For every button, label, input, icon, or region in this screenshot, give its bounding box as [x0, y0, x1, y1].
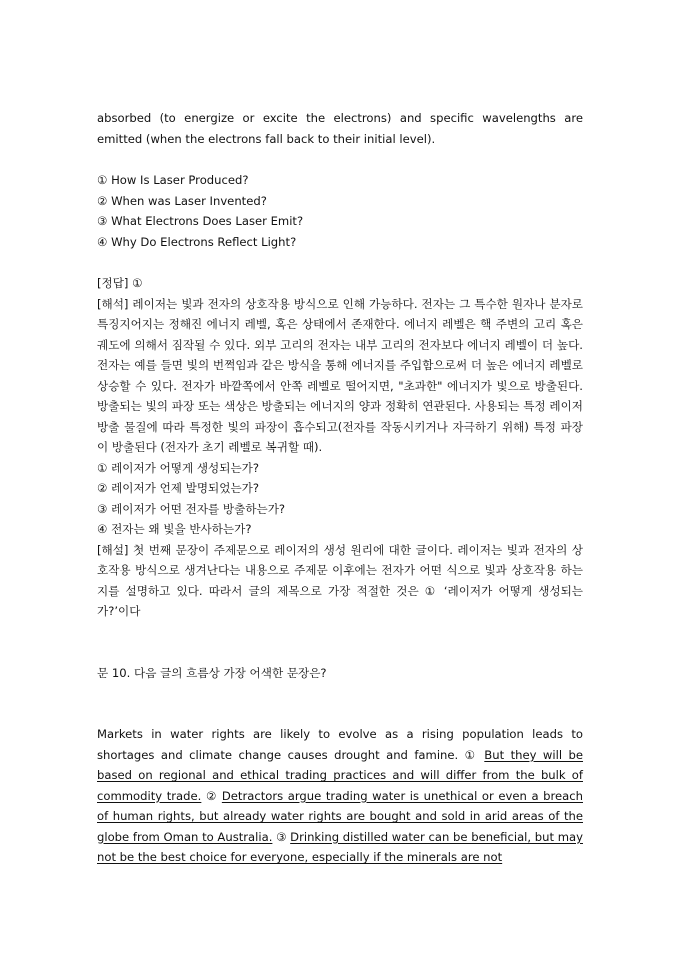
question-10-title: 문 10. 다음 글의 흐름상 가장 어색한 문장은?: [97, 665, 327, 680]
choice-3: ③ What Electrons Does Laser Emit?: [97, 214, 304, 228]
korean-choices: [97, 458, 583, 540]
choice-4: ④ Why Do Electrons Reflect Light?: [97, 234, 297, 249]
question-10-passage: [97, 724, 583, 868]
choice-ko-3: ③ 레이저가 어떤 전자를 방출하는가?: [97, 501, 286, 516]
intro-continuation: absorbed (to energize or excite the electrons) and specific wavelengths are emitted (when the electrons fall back to their initial level).: [97, 111, 583, 146]
choice-2: ② When was Laser Invented?: [97, 193, 267, 208]
choice-ko-2: ② 레이저가 언제 발명되었는가?: [97, 481, 259, 495]
explanation-paragraph: [해설] 첫 번째 문장이 주제문으로 레이저의 생성 원리에 대한 글이다. 레이저는 빛과 전자의 상호작용 방식으로 생겨난다는 내용으로 주제문 이후에는 전자가 어떤 식으로 빛과 상호작용 하는지를 설명하고 있다. 따라서 글의 제목으로 가장 적절한 것은 ① ‘레이저가 어떻게 생성되는가?’이다: [97, 542, 583, 618]
marker-2: ②: [201, 788, 222, 803]
choice-ko-4: ④ 전자는 왜 빛을 반사하는가?: [97, 522, 252, 536]
marker-3: ③: [272, 829, 291, 844]
choice-ko-1: ① 레이저가 어떻게 생성되는가?: [97, 460, 259, 475]
translation-paragraph: [해석] 레이저는 빛과 전자의 상호작용 방식으로 인해 가능하다. 전자는 그 특수한 원자나 분자로 특징지어지는 정해진 에너지 레벨, 혹은 상태에서 존재한다. 에너지 레벨은 핵 주변의 고리 혹은 궤도에 의해서 짐작될 수 있다. 외부 고리의 전자는 내부 고리의 전자보다 에너지 레벨이 더 높다. 전자는 예를 들면 빛의 번쩍임과 같은 방식을 통해 에너지를 주입함으로써 더 높은 에너지 레벨로 상승할 수 있다. 전자가 바깥쪽에서 안쪽 레벨로 떨어지면, "초과한" 에너지가 빛으로 방출된다. 방출되는 빛의 파장 또는 색상은 방출되는 에너지의 양과 정확히 연관된다. 사용되는 특정 레이저 방출 물질에 따라 특정한 빛의 파장이 흡수되고(전자를 작동시키거나 자극하기 위해) 특정 파장이 방출된다 (전자가 초기 레벨로 복귀할 때).: [97, 296, 583, 454]
sentence-3: Drinking distilled water can be beneficial, but may not be the best choice for everyone, especially if the minerals are not: [97, 829, 583, 864]
choice-1: ① How Is Laser Produced?: [97, 173, 249, 187]
marker-1: ①: [458, 747, 485, 762]
answer-line: [정답] ①: [97, 276, 143, 290]
document-page: [97, 108, 583, 868]
sentence-2: Detractors argue trading water is unethical or even a breach of human rights, but already water rights are bought and sold in arid areas of the globe from Oman to Australia.: [97, 788, 583, 844]
passage-lead: Markets in water rights are likely to evolve as a rising population leads to shortages and climate change causes drought and famine.: [97, 727, 583, 762]
sentence-1: But they will be based on regional and ethical trading practices and will differ from the bulk of commodity trade.: [97, 747, 584, 803]
english-choices: [97, 170, 583, 252]
